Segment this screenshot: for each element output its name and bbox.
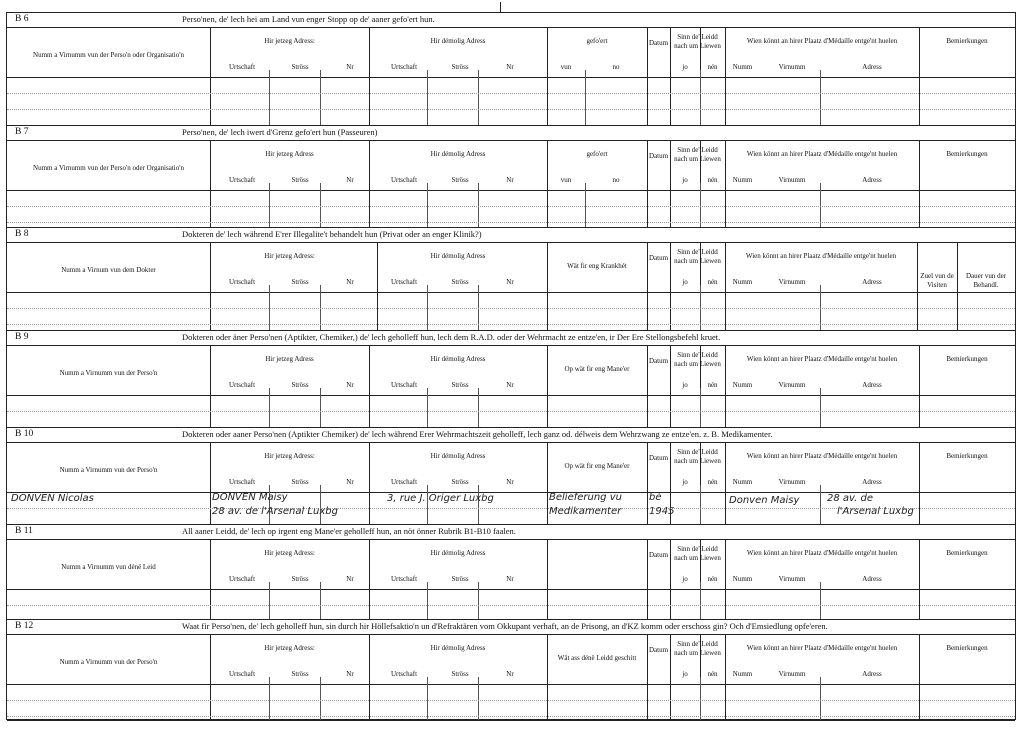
sub-divider — [478, 70, 479, 125]
hand-medal-addr-2: l'Arsenal Luxbg — [837, 506, 914, 517]
former-street-label: Ströss — [451, 575, 469, 583]
current-town-label: Urtschaft — [228, 63, 256, 71]
entry-line — [7, 700, 1015, 701]
current-town-label: Urtschaft — [228, 278, 256, 286]
column-divider — [547, 442, 548, 524]
column-divider — [547, 539, 548, 619]
entry-line — [7, 605, 1015, 606]
section-title: Perso'nen, de' lech hei am Land vun enger Stopp op de' aaner gefo'ert hun. — [182, 14, 435, 24]
entry-line — [7, 716, 1015, 717]
medal-name-label: Numm — [732, 575, 753, 583]
no-label: nén — [707, 176, 718, 184]
medal-name-label: Numm — [732, 278, 753, 286]
sub-divider — [478, 582, 479, 619]
to-label: no — [612, 63, 620, 71]
entry-line — [7, 222, 1015, 223]
column-divider — [547, 634, 548, 720]
yes-label: jo — [682, 381, 688, 389]
column3-label: Wät ass dénë Leidd geschitt — [557, 654, 637, 662]
medal-name-label: Numm — [732, 63, 753, 71]
current-nr-label: Nr — [346, 176, 354, 184]
alive-label: Sinn de' Leidd nach um Liewen — [674, 448, 721, 465]
current-address-label: Hir jetzeg Adress: — [264, 37, 315, 45]
entry-line — [7, 109, 1015, 110]
hand-former: 3, rue J. Origer Luxbg — [387, 493, 494, 504]
former-nr-label: Nr — [506, 575, 514, 583]
former-nr-label: Nr — [506, 670, 514, 678]
column-divider — [547, 242, 548, 330]
sub-divider — [585, 70, 586, 125]
sub-divider — [820, 183, 821, 227]
current-nr-label: Nr — [346, 670, 354, 678]
duration-label: Dauer vun der Behandl. — [965, 272, 1007, 289]
current-nr-label: Nr — [346, 575, 354, 583]
sub-divider — [269, 183, 270, 227]
name-column-label: Numm a Virnumm vun dénë Leid — [61, 563, 156, 571]
current-street-label: Ströss — [291, 478, 309, 486]
form-page — [6, 12, 1016, 720]
medal-firstname-label: Virnumm — [778, 381, 806, 389]
section-b9 — [7, 331, 1015, 428]
date-label: Datum — [648, 39, 669, 47]
former-address-label: Hir démolig Adress — [430, 549, 486, 557]
sub-divider — [820, 388, 821, 427]
to-label: no — [612, 176, 620, 184]
sub-divider — [478, 388, 479, 427]
date-label: Datum — [648, 152, 669, 160]
medal-label: Wien könnt an hirer Plaatz d'Médaille entge'nt huelen — [746, 355, 898, 363]
entry-line — [7, 308, 1015, 309]
name-column-label: Numm a Virnum vun dem Dokter — [61, 266, 156, 274]
no-label: nén — [707, 63, 718, 71]
section-header — [7, 620, 1015, 635]
sub-divider — [427, 70, 428, 125]
medal-firstname-label: Virnumm — [778, 670, 806, 678]
former-street-label: Ströss — [451, 176, 469, 184]
medal-name-label: Numm — [732, 478, 753, 486]
date-label: Datum — [648, 357, 669, 365]
sub-divider — [427, 183, 428, 227]
current-street-label: Ströss — [291, 63, 309, 71]
alive-label: Sinn de' Leidd nach um Liewen — [674, 351, 721, 368]
remarks-label: Bemierkungen — [946, 549, 988, 557]
medal-address-label: Adress — [862, 278, 882, 286]
section-b7 — [7, 126, 1015, 228]
remarks-label: Bemierkungen — [946, 150, 988, 158]
section-header — [7, 13, 1015, 28]
column3-label: gefo'ert — [586, 37, 608, 45]
sub-divider — [427, 677, 428, 720]
hand-way-2: Medikamenter — [549, 506, 622, 517]
name-column-label: Numm a Virnumm vun der Perso'n — [59, 369, 158, 377]
section-title: All aaner Leidd, de' lech op irgent eng Mane'er geholleff hun, an nöt önner Rubrik B1-B10 faalen. — [182, 526, 516, 536]
sub-divider — [269, 70, 270, 125]
current-street-label: Ströss — [291, 575, 309, 583]
former-nr-label: Nr — [506, 176, 514, 184]
former-address-label: Hir démolig Adress — [430, 355, 486, 363]
no-label: nén — [707, 478, 718, 486]
section-code: B 9 — [15, 332, 29, 342]
former-address-label: Hir démolig Adress — [430, 644, 486, 652]
former-street-label: Ströss — [451, 670, 469, 678]
section-header — [7, 525, 1015, 540]
medal-name-label: Numm — [732, 176, 753, 184]
medal-address-label: Adress — [862, 670, 882, 678]
alive-label: Sinn de' Leidd nach um Liewen — [674, 545, 721, 562]
section-code: B 6 — [15, 14, 29, 24]
from-label: vun — [560, 63, 572, 71]
date-label: Datum — [648, 254, 669, 262]
section-header — [7, 331, 1015, 346]
former-town-label: Urtschaft — [390, 176, 418, 184]
sub-divider — [700, 388, 701, 427]
entry-line — [7, 411, 1015, 412]
former-street-label: Ströss — [451, 478, 469, 486]
date-label: Datum — [648, 551, 669, 559]
section-code: B 8 — [15, 229, 29, 239]
column3-label: Op wät fir eng Mane'er — [564, 462, 630, 470]
sub-divider — [320, 183, 321, 227]
name-column-label: Numm a Virnumm vun der Perso'n — [59, 466, 158, 474]
hand-date-1: bé — [649, 492, 662, 503]
medal-label: Wien könnt an hirer Plaatz d'Médaille entge'nt huelen — [746, 150, 898, 158]
current-address-label: Hir jetzeg Adress: — [264, 644, 315, 652]
medal-name-label: Numm — [732, 381, 753, 389]
no-label: nén — [707, 381, 718, 389]
current-town-label: Urtschaft — [228, 575, 256, 583]
current-address-label: Hir jetzeg Adress: — [264, 549, 315, 557]
alive-label: Sinn de' Leidd nach um Liewen — [674, 248, 721, 265]
sub-divider — [269, 485, 270, 524]
top-tick-mark — [500, 2, 501, 12]
former-street-label: Ströss — [451, 381, 469, 389]
date-label: Datum — [648, 646, 669, 654]
sub-divider — [269, 582, 270, 619]
current-town-label: Urtschaft — [228, 176, 256, 184]
column-divider — [547, 345, 548, 427]
medal-firstname-label: Virnumm — [778, 575, 806, 583]
sub-divider — [820, 582, 821, 619]
section-title: Perso'nen, de' lech iwert d'Grenz gefo'ert hun (Passeuren) — [182, 127, 378, 137]
former-town-label: Urtschaft — [390, 575, 418, 583]
entry-line — [7, 324, 1015, 325]
section-b6 — [7, 13, 1015, 126]
sub-divider — [269, 677, 270, 720]
medal-address-label: Adress — [862, 575, 882, 583]
former-address-label: Hir démolig Adress — [430, 37, 486, 45]
current-town-label: Urtschaft — [228, 381, 256, 389]
sub-divider — [700, 485, 701, 524]
yes-label: jo — [682, 278, 688, 286]
current-nr-label: Nr — [346, 278, 354, 286]
sub-divider — [700, 70, 701, 125]
visits-label: Zuel vun de Visiten — [920, 272, 954, 289]
section-header — [7, 228, 1015, 243]
section-code: B 12 — [15, 621, 34, 631]
remarks-label: Bemierkungen — [946, 452, 988, 460]
sub-divider — [320, 485, 321, 524]
current-nr-label: Nr — [346, 63, 354, 71]
sub-divider — [320, 388, 321, 427]
medal-label: Wien könnt an hirer Plaatz d'Médaille entge'nt huelen — [745, 252, 897, 260]
hand-way-1: Belieferung vu — [549, 492, 622, 503]
section-title: Dokteren oder äner Perso'nen (Aptikter, Chemiker,) de' lech geholleff hun, lech dem R.A.D. oder der Wehrmacht ze entze'en, ir Der Ere Stellongsbefehl kruet. — [182, 332, 721, 342]
sub-divider — [478, 485, 479, 524]
current-address-label: Hir jetzeg Adress — [265, 150, 314, 158]
date-label: Datum — [648, 454, 669, 462]
name-column-label: Numm a Virnumm vun der Perso'n oder Organisatio'n — [33, 164, 184, 172]
sub-divider — [320, 70, 321, 125]
current-street-label: Ströss — [291, 176, 309, 184]
section-code: B 10 — [15, 429, 34, 439]
remarks-label: Bemierkungen — [946, 37, 988, 45]
section-b8 — [7, 228, 1015, 331]
yes-label: jo — [682, 670, 688, 678]
medal-label: Wien könnt an hirer Plaatz d'Médaille entge'nt huelen — [746, 37, 898, 45]
former-address-label: Hir démolig Adress — [430, 150, 486, 158]
former-street-label: Ströss — [451, 278, 469, 286]
former-town-label: Urtschaft — [390, 381, 418, 389]
alive-label: Sinn de' Leidd nach um Liewen — [674, 640, 721, 657]
sub-divider — [700, 183, 701, 227]
hand-date-2: 1945 — [649, 506, 675, 517]
medal-firstname-label: Virnumm — [778, 278, 806, 286]
sub-divider — [320, 582, 321, 619]
section-code: B 7 — [15, 127, 29, 137]
former-address-label: Hir démolig Adress — [430, 452, 486, 460]
section-b11 — [7, 525, 1015, 620]
former-street-label: Ströss — [451, 63, 469, 71]
sub-divider — [585, 183, 586, 227]
current-street-label: Ströss — [291, 278, 309, 286]
medal-firstname-label: Virnumm — [778, 63, 806, 71]
sub-divider — [478, 183, 479, 227]
alive-label: Sinn de' Leidd nach um Liewen — [674, 33, 721, 50]
current-street-label: Ströss — [291, 381, 309, 389]
hand-name: DONVEN Nicolas — [11, 493, 94, 504]
former-nr-label: Nr — [506, 278, 514, 286]
medal-address-label: Adress — [862, 176, 882, 184]
medal-firstname-label: Virnumm — [778, 176, 806, 184]
yes-label: jo — [682, 478, 688, 486]
yes-label: jo — [682, 63, 688, 71]
name-column-label: Numm a Virnumm vun der Perso'n — [59, 658, 158, 666]
former-town-label: Urtschaft — [390, 670, 418, 678]
current-address-label: Hir jetzeg Adress — [265, 355, 314, 363]
section-b12 — [7, 620, 1015, 721]
remarks-label: Bemierkungen — [946, 355, 988, 363]
medal-label: Wien könnt an hirer Plaatz d'Médaille entge'nt huelen — [746, 644, 898, 652]
sub-divider — [478, 677, 479, 720]
yes-label: jo — [682, 575, 688, 583]
sub-divider — [320, 677, 321, 720]
current-nr-label: Nr — [346, 478, 354, 486]
sub-divider — [820, 70, 821, 125]
from-label: vun — [560, 176, 572, 184]
sub-divider — [700, 582, 701, 619]
hand-current-1: DONVEN Maisy — [212, 492, 288, 503]
hand-medal-addr-1: 28 av. de — [827, 493, 873, 504]
name-column-label: Numm a Virnumm vun der Perso'n oder Organisatio'n — [33, 51, 184, 59]
former-nr-label: Nr — [506, 381, 514, 389]
yes-label: jo — [682, 176, 688, 184]
section-header — [7, 428, 1015, 443]
sub-divider — [820, 677, 821, 720]
hand-medal-name: Donven Maisy — [729, 495, 800, 506]
no-label: nén — [707, 575, 718, 583]
current-address-label: Hir jetzeg Adress: — [264, 252, 315, 260]
former-town-label: Urtschaft — [390, 478, 418, 486]
sub-divider — [427, 485, 428, 524]
section-title: Dokteren de' lech während E'rer Illegalite't behandelt hun (Privat oder an enger Klinik?) — [182, 229, 482, 239]
section-title: Waat fir Perso'nen, de' lech geholleff hun, sin durch hir Höllefsaktio'n un d'Refraktären vom Okkupant verhaft, an de Prisong, an d'KZ komm oder erschoss gin? Och d'Emsiedlung opfe'eren. — [182, 621, 828, 631]
medal-name-label: Numm — [732, 670, 753, 678]
sub-divider — [700, 677, 701, 720]
former-town-label: Urtschaft — [390, 278, 418, 286]
medal-label: Wien könnt an hirer Plaatz d'Médaille entge'nt huelen — [746, 452, 898, 460]
sub-divider — [427, 388, 428, 427]
former-address-label: Hir démolig Adress — [430, 252, 486, 260]
section-code: B 11 — [15, 526, 33, 536]
remarks-label: Bemierkungen — [946, 644, 988, 652]
sub-divider — [427, 582, 428, 619]
column3-label: Op wät fir eng Mane'er — [564, 365, 630, 373]
current-town-label: Urtschaft — [228, 478, 256, 486]
former-nr-label: Nr — [506, 478, 514, 486]
section-header — [7, 126, 1015, 141]
medal-address-label: Adress — [862, 381, 882, 389]
no-label: nén — [707, 278, 718, 286]
sub-divider — [269, 388, 270, 427]
column3-label: gefo'ert — [586, 150, 608, 158]
no-label: nén — [707, 670, 718, 678]
medal-address-label: Adress — [862, 478, 882, 486]
entry-line — [7, 206, 1015, 207]
current-nr-label: Nr — [346, 381, 354, 389]
medal-label: Wien könnt an hirer Plaatz d'Médaille entge'nt huelen — [746, 549, 898, 557]
hand-current-2: 28 av. de l'Arsenal Luxbg — [212, 506, 338, 517]
current-town-label: Urtschaft — [228, 670, 256, 678]
former-town-label: Urtschaft — [390, 63, 418, 71]
current-address-label: Hir jetzeg Adress: — [264, 452, 315, 460]
alive-label: Sinn de' Leidd nach um Liewen — [674, 146, 721, 163]
former-nr-label: Nr — [506, 63, 514, 71]
current-street-label: Ströss — [291, 670, 309, 678]
medal-address-label: Adress — [862, 63, 882, 71]
medal-firstname-label: Virnumm — [778, 478, 806, 486]
section-title: Dokteren oder aaner Perso'nen (Aptikter Chemiker) de' lech während Erer Wehrmachtszeit geholleff, lech ganz od. délweis dem Wehrzwang ze entze'en. z. B. Medikamenter. — [182, 429, 773, 439]
sub-divider — [820, 485, 821, 524]
entry-line — [7, 93, 1015, 94]
column3-label: Wät fir eng Krankhét — [567, 262, 627, 270]
